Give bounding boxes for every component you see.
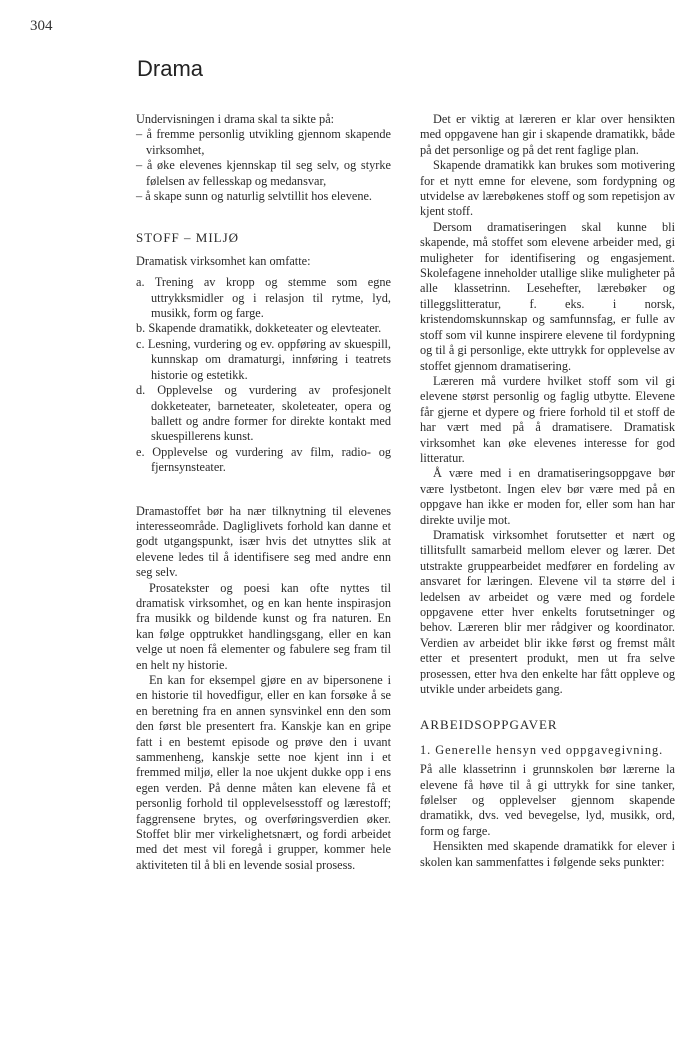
activities-list [136, 275, 391, 475]
activity-text: Skapende dramatikk, dokketeater og elevteater. [148, 321, 382, 336]
activity-item [136, 275, 391, 321]
section-heading-stoff-miljo: STOFF – MILJØ [136, 230, 240, 246]
activity-text: Lesning, vurdering og ev. oppføring av skuespill, kunnskap om dramaturgi, innføring i teatrets historie og estetikk. [147, 336, 392, 382]
page-title: Drama [137, 56, 204, 81]
intro-lead: Undervisningen i drama skal ta sikte på: [136, 112, 335, 126]
body-paragraph: Hensikten med skapende dramatikk for elever i skolen kan sammenfattes i følgende seks punkter: [420, 839, 675, 869]
activity-item [136, 321, 391, 336]
activity-letter: d. [136, 383, 146, 398]
activity-item [136, 445, 391, 476]
goal-item: – å skape sunn og naturlig selvtillit hos elevene. [136, 189, 391, 204]
body-paragraph: På alle klassetrinn i grunnskolen bør lærerne la elevene få høve til å gi uttrykk for sine tanker, følelser og opplevelser gjennom skapende dramatikk, dvs. ved bevegelse, lyd, musikk, ord, form og farge. [420, 762, 675, 838]
sub-heading: 1. Generelle hensyn ved oppgavegivning. [420, 742, 664, 757]
activities-intro: Dramatisk virksomhet kan omfatte: [136, 253, 311, 268]
activity-letter: e. [136, 444, 145, 459]
body-paragraph: Det er viktig at læreren er klar over hensikten med oppgavene han gir i skapende dramatikk, både på det personlige og på det rent faglige plan. [420, 112, 675, 157]
page-number: 304 [30, 18, 53, 34]
activity-text: Opplevelse og vurdering av film, radio- og fjernsynsteater. [151, 444, 391, 475]
activity-item [136, 383, 391, 445]
body-paragraph: Dramastoffet bør ha nær tilknytning til elevenes interesseområde. Dagliglivets forhold kan danne et godt utgangspunkt, især hvis det utnyttes slik at elevene ledes til å identifisere seg med andre enn seg selv. [136, 503, 391, 580]
activity-letter: c. [136, 336, 145, 351]
activity-item [136, 337, 391, 383]
goal-item: – å fremme personlig utvikling gjennom skapende virksomhet, [136, 127, 391, 158]
body-paragraph: Dramatisk virksomhet forutsetter et nært og tillitsfullt samarbeid mellom elever og lærer. Det utstrakte gruppearbeidet medfører en fordeling av ansvaret for læringen. Elevene vil ta større del i ledelsen av arbeidet og være med og fordele oppgavene etter hver enkelts forutsetninger og behov. Læreren blir mer rådgiver og koordinator. Verdien av arbeidet blir ikke først og fremst målt etter et presentert produkt, men ut fra selve prosessen, etter hva den enkelte har fått oppleve og utvikle under arbeidets gang. [420, 527, 675, 697]
goal-item: – å øke elevenes kjennskap til seg selv, og styrke følelsen av fellesskap og medansvar, [136, 158, 391, 189]
activity-text: Trening av kropp og stemme som egne uttrykksmidler og i relasjon til rytme, lyd, musikk, form og farge. [151, 275, 391, 321]
right-column [420, 112, 675, 870]
activity-letter: a. [136, 275, 145, 290]
body-paragraph: Å være med i en dramatiseringsoppgave bør være lystbetont. Ingen elev bør være med på en oppgave han ikke er moden for, eller som han har direkte uvilje mot. [420, 466, 675, 527]
activity-text: Opplevelse og vurdering av profesjonelt dokketeater, barneteater, skoleteater, opera og ballett og andre former for direkte kontakt med skuespillerens kunst. [151, 383, 391, 444]
body-paragraph: En kan for eksempel gjøre en av bipersonene i en historie til hovedfigur, eller en kan forsøke å se en beretning fra en annen synsvinkel enn den som den først ble presentert fra. Kanskje kan en gripe fatt i en bestemt episode og prøve den i uvant sammenheng, kanskje sette noe kjent inn i et fremmed miljø, eller la noe ukjent dukke opp i ens egen verden. På denne måten kan elevene få et personlig forhold til opplevelsesstoff og lærestoff; faggrensene brytes, og overføringsverdien øker. Stoffet blir mer virkelighetsnært, og fordi arbeidet med det mest vil foregå i grupper, kommer hele aktiviteten til å bli en levende sosial prosess. [136, 673, 391, 872]
body-paragraph: Prosatekster og poesi kan ofte nyttes til dramatisk virksomhet, og en kan hente inspirasjon fra musikk og bildende kunst og fra naturen. En kan følge opptrukket handlingsgang, eller en kan velge ut noen få elementer og fabulere seg fram til en helt ny historie. [136, 580, 391, 672]
body-paragraph: Læreren må vurdere hvilket stoff som vil gi elevene størst personlig og faglig utbytte. Elevene får gjerne et dypere og friere forhold til et stoff de har vært med på å dramatisere. Dramatisk virksomhet kan øke elevenes interesse for god litteratur. [420, 373, 675, 465]
body-paragraph: Skapende dramatikk kan brukes som motivering for et nytt emne for elevene, som fordypning og utvidelse av lærebøkenes stoff og som repetisjon av kjent stoff. [420, 158, 675, 219]
activity-letter: b. [136, 321, 146, 336]
body-paragraph: Dersom dramatiseringen skal kunne bli skapende, må stoffet som elevene arbeider med, gi muligheter for identifisering og engasjement. Skolefagene inneholder utallige slike muligheter på alle klassetrinn. Lesehefter, lærebøker og tilleggslitteratur, f. eks. i norsk, kristendomskunnskap og samfunnsfag, er fulle av stoff som vil kunne inspirere elevene til fordypning og til å gi personlige, ekte uttrykk for opplevelse av stoffet gjennom dramatisering. [420, 219, 675, 373]
section-heading-arbeidsoppgaver: ARBEIDSOPPGAVER [420, 717, 558, 733]
left-column [136, 112, 391, 873]
goals-list [136, 127, 391, 204]
